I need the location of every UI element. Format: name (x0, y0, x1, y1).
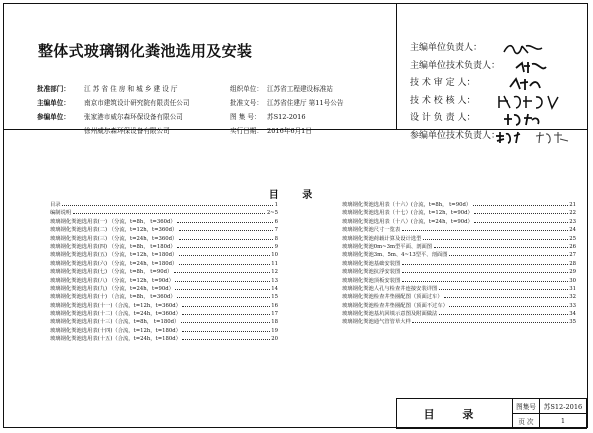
toc-entry-page: 15 (271, 294, 278, 301)
toc-entry-title: 玻璃钢化粪池选用表（十八）(合流，t=24h，t=90d） (342, 218, 473, 225)
toc-right-column (342, 200, 576, 326)
toc-entry-page: 1 (274, 202, 278, 208)
toc-entry[interactable] (50, 309, 278, 317)
toc-leader-dots (179, 225, 273, 231)
toc-entry-page: 7 (274, 227, 278, 234)
meta-label: 组织单位： (230, 85, 263, 93)
toc-entry[interactable] (50, 259, 278, 267)
toc-entry-title: 玻璃钢化粪池选用表(一) （分流，t=8h， t=360d） (50, 218, 176, 225)
toc-entry[interactable] (342, 259, 576, 267)
toc-entry[interactable] (50, 326, 278, 334)
meta-value: 苏S12-2016 (267, 113, 306, 121)
toc-entry[interactable] (50, 250, 278, 258)
toc-entry-page: 17 (271, 311, 278, 318)
toc-entry-page: 2~5 (266, 210, 278, 217)
toc-leader-dots (402, 259, 568, 265)
toc-entry-title: 玻璃钢化粪池基坑回填示意图及附面做法 (342, 311, 438, 318)
toc-leader-dots (439, 309, 568, 315)
toc-entry-page: 32 (569, 294, 576, 301)
toc-entry-page: 6 (274, 218, 278, 225)
toc-entry[interactable] (342, 292, 576, 300)
toc-entry-title: 玻璃钢化粪池0m~3m型平面、剖面图 (342, 243, 433, 250)
toc-entry[interactable] (342, 250, 576, 258)
document-title: 整体式玻璃钢化粪池选用及安装 (38, 42, 253, 60)
toc-entry-page: 26 (569, 243, 576, 250)
handwritten-signature (494, 130, 570, 144)
toc-entry-title: 玻璃钢化粪池选用表(五) （分流，t=12h，t=180d） (50, 252, 178, 259)
signature-block (404, 40, 584, 145)
handwritten-signature (508, 77, 542, 91)
atlas-number-label: 图集号 (513, 399, 540, 414)
meta-label: 图 集 号： (230, 113, 261, 121)
toc-leader-dots (449, 301, 567, 307)
toc-entry[interactable] (50, 292, 278, 300)
title-block (396, 398, 587, 429)
toc-entry-title: 玻璃钢化粪池抗浮安装图 (342, 269, 401, 276)
signature-row (404, 58, 584, 76)
toc-entry-title: 目录 (50, 202, 61, 208)
toc-entry-page: 28 (569, 260, 576, 267)
toc-entry-title: 玻璃钢化粪池顶板安装图 (342, 277, 401, 284)
toc-entry-page: 34 (569, 311, 576, 318)
toc-entry[interactable] (50, 234, 278, 242)
toc-leader-dots (182, 326, 269, 332)
toc-entry-page: 10 (271, 252, 278, 259)
toc-heading: 目 录 (268, 190, 323, 201)
toc-leader-dots (179, 250, 270, 256)
meta-row (37, 110, 393, 124)
toc-entry[interactable] (50, 208, 278, 216)
toc-entry-page: 19 (271, 327, 278, 334)
toc-leader-dots (402, 276, 568, 282)
cover-header (4, 4, 587, 141)
toc-entry-page: 16 (271, 302, 278, 309)
toc-entry-page: 14 (271, 285, 278, 292)
toc-entry-title: 玻璃钢化粪池选用表(八) （分流，t=12h，t=90d） (50, 277, 174, 284)
toc-entry-page: 11 (271, 260, 278, 267)
signature-row (404, 40, 584, 58)
toc-leader-dots (174, 267, 270, 273)
toc-entry-title: 玻璃钢化粪池检查井垫圈配图（顶面不过车） (342, 302, 448, 309)
toc-entry-page: 31 (569, 285, 576, 292)
toc-entry[interactable] (50, 242, 278, 250)
meta-value: 张家港市威尔森环保设备有限公司 (84, 113, 183, 121)
toc-leader-dots (434, 242, 568, 248)
toc-entry-page: 23 (569, 218, 576, 225)
meta-value: 江苏省住建厅 第11号公告 (267, 99, 344, 107)
signature-label: 主编单位负责人： (410, 43, 483, 53)
toc-entry-page: 24 (569, 227, 576, 234)
meta-row (37, 82, 393, 96)
toc-leader-dots (62, 200, 273, 206)
toc-leader-dots (181, 317, 270, 323)
toc-entry-page: 21 (569, 202, 576, 208)
toc-entry[interactable] (342, 242, 576, 250)
toc-leader-dots (412, 317, 567, 323)
toc-leader-dots (474, 217, 567, 223)
toc-entry-page: 29 (569, 269, 576, 276)
meta-label: 参编单位： (37, 113, 70, 121)
toc-entry-page: 22 (569, 210, 576, 217)
toc-entry-title: 玻璃钢化粪池选用表(十) （合流，t=8h， t=360d） (50, 294, 176, 301)
toc-leader-dots (179, 234, 273, 240)
approval-info (37, 82, 393, 138)
toc-entry-title: 玻璃钢化粪池选用表(九) （分流，t=24h，t=90d） (50, 285, 174, 292)
toc-entry-title: 玻璃钢化粪池通气管管草大样 (342, 319, 411, 326)
toc-entry[interactable] (50, 267, 278, 275)
meta-value: 江 苏 省 住 房 和 城 乡 建 设 厅 (84, 85, 178, 93)
signature-row (404, 110, 584, 128)
toc-entry[interactable] (50, 276, 278, 284)
meta-label: 批准部门： (37, 85, 70, 93)
toc-leader-dots (175, 276, 269, 282)
toc-entry-page: 30 (569, 277, 576, 284)
toc-leader-dots (449, 250, 568, 256)
toc-entry-title: 玻璃钢化粪池检查井垫圈配图（顶面过车） (342, 294, 443, 301)
meta-row (37, 96, 393, 110)
handwritten-signature (502, 112, 542, 126)
page-label: 页 次 (513, 414, 540, 429)
toc-entry-title: 玻璃钢化粪池选用表（十六）(合流，t=8h， t=90d） (342, 202, 472, 208)
meta-value: 2016年6月1日 (267, 127, 312, 135)
meta-label: 批准文号： (230, 99, 263, 107)
toc-entry-page: 27 (569, 252, 576, 259)
toc-entry-page: 8 (274, 235, 278, 242)
toc-leader-dots (182, 309, 269, 315)
toc-entry-title: 玻璃钢化粪池选用表(六) （分流，t=24h，t=180d） (50, 260, 178, 267)
toc-leader-dots (402, 225, 568, 231)
toc-leader-dots (439, 284, 568, 290)
toc-leader-dots (182, 334, 269, 340)
toc-entry[interactable] (342, 317, 576, 325)
toc-entry[interactable] (342, 208, 576, 216)
signature-label: 技 术 校 核 人： (410, 95, 476, 106)
toc-entry-page: 13 (271, 277, 278, 284)
toc-entry-title: 玻璃钢化粪池选用表(四) （分流，t=8h， t=180d） (50, 243, 176, 250)
toc-entry[interactable] (50, 334, 278, 342)
toc-entry-title: 玻璃钢化粪池选用表(十五)（合流，t=24h，t=180d） (50, 336, 181, 343)
toc-entry[interactable] (342, 267, 576, 275)
toc-entry-title: 玻璃钢化粪池人孔与检查井连接安装详图 (342, 285, 438, 292)
signature-label: 主编单位技术负责人： (410, 60, 501, 71)
toc-entry-page: 33 (569, 302, 576, 309)
toc-entry-title: 玻璃钢化粪池选用表（十七）(合流，t=12h，t=90d） (342, 210, 473, 217)
toc-entry-title: 玻璃钢化粪池3m、5m、4~13型平、剖面图 (342, 252, 448, 259)
toc-leader-dots (175, 284, 269, 290)
toc-left-column (50, 200, 278, 343)
toc-leader-dots (179, 259, 270, 265)
toc-entry[interactable] (342, 276, 576, 284)
handwritten-signature (502, 42, 546, 56)
toc-entry-title: 玻璃钢化粪池尺寸一览表 (342, 227, 401, 234)
page-number: 1 (540, 414, 587, 429)
meta-value: 徐州威尔森环保设备有限公司 (84, 127, 170, 135)
toc-leader-dots (444, 292, 568, 298)
toc-entry[interactable] (50, 284, 278, 292)
toc-entry[interactable] (50, 200, 278, 208)
toc-entry-title: 玻璃钢化粪池选用表(三) （分流，t=24h，t=360d） (50, 235, 178, 242)
signature-label: 技 术 审 定 人： (410, 78, 476, 88)
toc-entry-title: 玻璃钢化粪池荷载计算及设计选型 (342, 235, 422, 242)
toc-entry-title: 玻璃钢化粪池选用表(七) （分流，t=8h， t=90d） (50, 269, 173, 276)
toc-entry[interactable] (50, 225, 278, 233)
toc-entry[interactable] (342, 284, 576, 292)
toc-leader-dots (182, 301, 269, 307)
toc-entry-page: 25 (569, 235, 576, 242)
toc-entry[interactable] (342, 234, 576, 242)
toc-entry[interactable] (342, 217, 576, 225)
toc-leader-dots (73, 208, 266, 214)
toc-entry-title: 编制说明 (50, 210, 72, 217)
toc-leader-dots (474, 208, 567, 214)
header-divider (396, 4, 397, 129)
toc-entry-title: 玻璃钢化粪池选用表(二) （分流，t=12h，t=360d） (50, 227, 178, 234)
toc-entry-page: 9 (274, 243, 278, 250)
toc-entry-page: 35 (569, 319, 576, 326)
toc-leader-dots (402, 267, 568, 273)
signature-row (404, 93, 584, 111)
meta-label: 实行日期： (230, 127, 263, 135)
meta-label: 主编单位： (37, 99, 70, 107)
toc-entry-title: 玻璃钢化粪池选用表(十三)（合流，t=8h， t=180d） (50, 319, 180, 326)
signature-label: 设 计 负 责 人： (410, 113, 476, 123)
signature-label: 参编单位技术负责人： (410, 130, 501, 141)
toc-entry-page: 18 (271, 319, 278, 326)
toc-entry-title: 玻璃钢化粪池选用表(十二)（合流，t=24h，t=360d） (50, 311, 181, 318)
signature-row (404, 75, 584, 93)
toc-entry-title: 玻璃钢化粪池基础安装图 (342, 260, 401, 267)
toc-leader-dots (473, 200, 568, 206)
toc-entry[interactable] (50, 301, 278, 309)
handwritten-signature (496, 93, 562, 110)
title-block-table (396, 398, 587, 429)
toc-entry[interactable] (342, 309, 576, 317)
toc-entry[interactable] (342, 225, 576, 233)
toc-leader-dots (423, 234, 568, 240)
toc-entry[interactable] (342, 301, 576, 309)
meta-row (37, 124, 393, 138)
toc-entry-title: 玻璃钢化粪池选用表(十四)（合流，t=12h，t=180d） (50, 327, 181, 334)
meta-value: 南京市建筑设计研究院有限责任公司 (84, 99, 190, 107)
meta-value: 江苏省工程建设标准站 (267, 85, 333, 93)
toc-entry[interactable] (50, 217, 278, 225)
toc-entry-page: 12 (271, 269, 278, 276)
atlas-number: 苏S12-2016 (540, 399, 587, 414)
sheet-name: 目 录 (397, 399, 513, 429)
toc-entry[interactable] (342, 200, 576, 208)
toc-leader-dots (177, 242, 273, 248)
toc-entry[interactable] (50, 317, 278, 325)
toc-leader-dots (177, 292, 270, 298)
toc-entry-page: 20 (271, 336, 278, 343)
toc-entry-title: 玻璃钢化粪池选用表(十一)（合流，t=12h，t=360d） (50, 302, 181, 309)
handwritten-signature (514, 60, 548, 74)
document-frame (3, 3, 588, 428)
toc-leader-dots (177, 217, 273, 223)
signature-row (404, 128, 584, 146)
